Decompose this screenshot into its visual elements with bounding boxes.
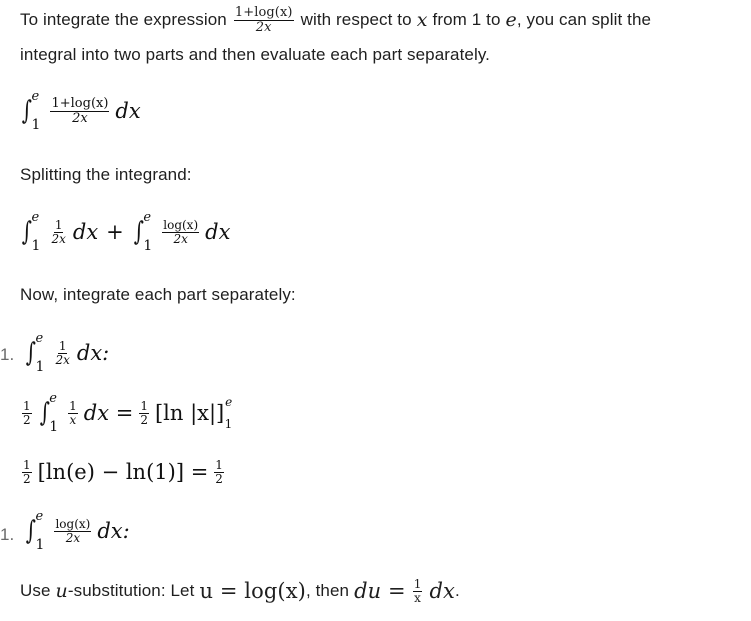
integrand-denominator: 2x: [72, 110, 88, 126]
intro-fraction: [234, 6, 294, 34]
fraction-numerator: log(x): [55, 516, 91, 531]
usub-dx: dx: [429, 579, 455, 604]
intro-text-2: with respect to: [300, 10, 412, 30]
integral-sign: ∫ e 1: [25, 509, 45, 553]
coefficient-fraction: [22, 400, 32, 426]
integral-sign: ∫ e 1: [133, 210, 153, 254]
integral-sign: ∫ e 1: [21, 89, 41, 133]
differential-equals: dx =: [83, 401, 134, 425]
bracket-body: [ln |x|]: [154, 401, 225, 425]
integral-lower-limit: 1: [143, 238, 153, 254]
step1-fraction: [54, 340, 70, 366]
intro-text-4: , you can split the: [516, 10, 652, 30]
step1-heading: [24, 331, 110, 375]
usub-text-3: , then: [305, 581, 350, 601]
split-fraction-b: [162, 219, 199, 245]
fraction-denominator: x: [414, 590, 422, 605]
integral-lower-limit: 1: [35, 359, 45, 375]
fraction-denominator: 2x: [51, 231, 66, 246]
usub-equation: u = log(x): [199, 579, 306, 604]
step1-tail: dx:: [76, 341, 110, 365]
fraction-denominator: 2x: [55, 352, 70, 367]
intro-line-2: integral into two parts and then evaluate each part separately.: [20, 45, 490, 64]
integrand-numerator: 1+log(x): [51, 95, 109, 111]
fraction-numerator: 1: [58, 338, 67, 353]
fraction-numerator: 1: [140, 398, 148, 413]
split-fraction-a: [50, 219, 66, 245]
fraction-denominator: 2: [140, 412, 148, 427]
intro-upper: e: [505, 9, 517, 32]
integral-sign: ∫ e 1: [39, 391, 59, 435]
fraction-denominator: 2x: [173, 231, 188, 246]
fraction-denominator: 2: [23, 471, 31, 486]
usub-variable: u: [55, 580, 68, 603]
equation-body: [ln(e) − ln(1)] =: [37, 460, 209, 485]
list-number-1: 1.: [0, 345, 15, 364]
usub-du-equals: du =: [354, 579, 406, 604]
fraction-numerator: 1: [54, 217, 63, 232]
integral-lower-limit: 1: [35, 537, 45, 553]
bracket-upper: e: [225, 395, 233, 409]
differential: dx: [205, 220, 231, 244]
integral-upper-limit: e: [31, 210, 40, 225]
step1-equation-2: [20, 459, 226, 485]
fraction-numerator: 1: [23, 458, 31, 472]
integral-upper-limit: e: [49, 391, 57, 406]
step2-heading: [24, 509, 130, 553]
split-label: Splitting the integrand:: [20, 165, 192, 184]
integral-lower-limit: 1: [31, 238, 41, 254]
integrand-fraction: [50, 97, 109, 125]
fraction-numerator: 1: [413, 577, 422, 591]
intro-text-1: To integrate the expression: [20, 10, 227, 30]
integral-sign: ∫ e 1: [21, 210, 41, 254]
split-integral: [20, 210, 231, 254]
list-number-2: 1.: [0, 525, 15, 544]
fraction-numerator: 1: [215, 458, 223, 472]
fraction-numerator: 1: [23, 398, 31, 413]
intro-text-3: from 1 to: [432, 10, 501, 30]
fraction-denominator: 2: [23, 412, 31, 427]
result-fraction: [214, 459, 224, 485]
integral-upper-limit: e: [31, 89, 40, 104]
fraction-numerator: log(x): [163, 217, 199, 232]
differential: dx: [115, 99, 141, 123]
step1-equation-1: [20, 391, 233, 435]
fraction-numerator: 1: [69, 398, 77, 413]
differential: dx: [72, 220, 99, 244]
integrand-fraction: [68, 400, 78, 426]
integral-sign: ∫ e 1: [25, 331, 45, 375]
intro-fraction-numerator: 1+log(x): [234, 5, 293, 20]
evaluation-bracket: [154, 395, 233, 431]
now-label: Now, integrate each part separately:: [20, 285, 296, 304]
integral-upper-limit: e: [35, 509, 44, 524]
fraction-denominator: 2: [215, 471, 223, 486]
usub-text-1: Use: [20, 581, 51, 601]
rhs-coefficient-fraction: [139, 400, 149, 426]
step2-tail: dx:: [97, 519, 130, 543]
plus-sign: +: [106, 220, 124, 244]
integral-lower-limit: 1: [31, 117, 41, 133]
integral-lower-limit: 1: [49, 419, 59, 435]
integral-upper-limit: e: [143, 210, 152, 225]
integral-upper-limit: e: [35, 331, 44, 346]
usub-period: .: [454, 581, 460, 601]
coefficient-fraction: [22, 459, 32, 485]
intro-var: x: [416, 9, 428, 32]
usub-fraction: [413, 578, 423, 604]
usub-text-2: -substitution: Let: [67, 581, 195, 601]
fraction-denominator: x: [69, 412, 77, 427]
intro-fraction-denominator: 2x: [255, 19, 272, 35]
fraction-denominator: 2x: [65, 530, 81, 545]
main-integral: [20, 89, 141, 133]
intro-line-1: [20, 6, 651, 34]
usub-line: [20, 578, 460, 604]
bracket-lower: 1: [224, 417, 233, 431]
step2-fraction: [54, 518, 91, 544]
